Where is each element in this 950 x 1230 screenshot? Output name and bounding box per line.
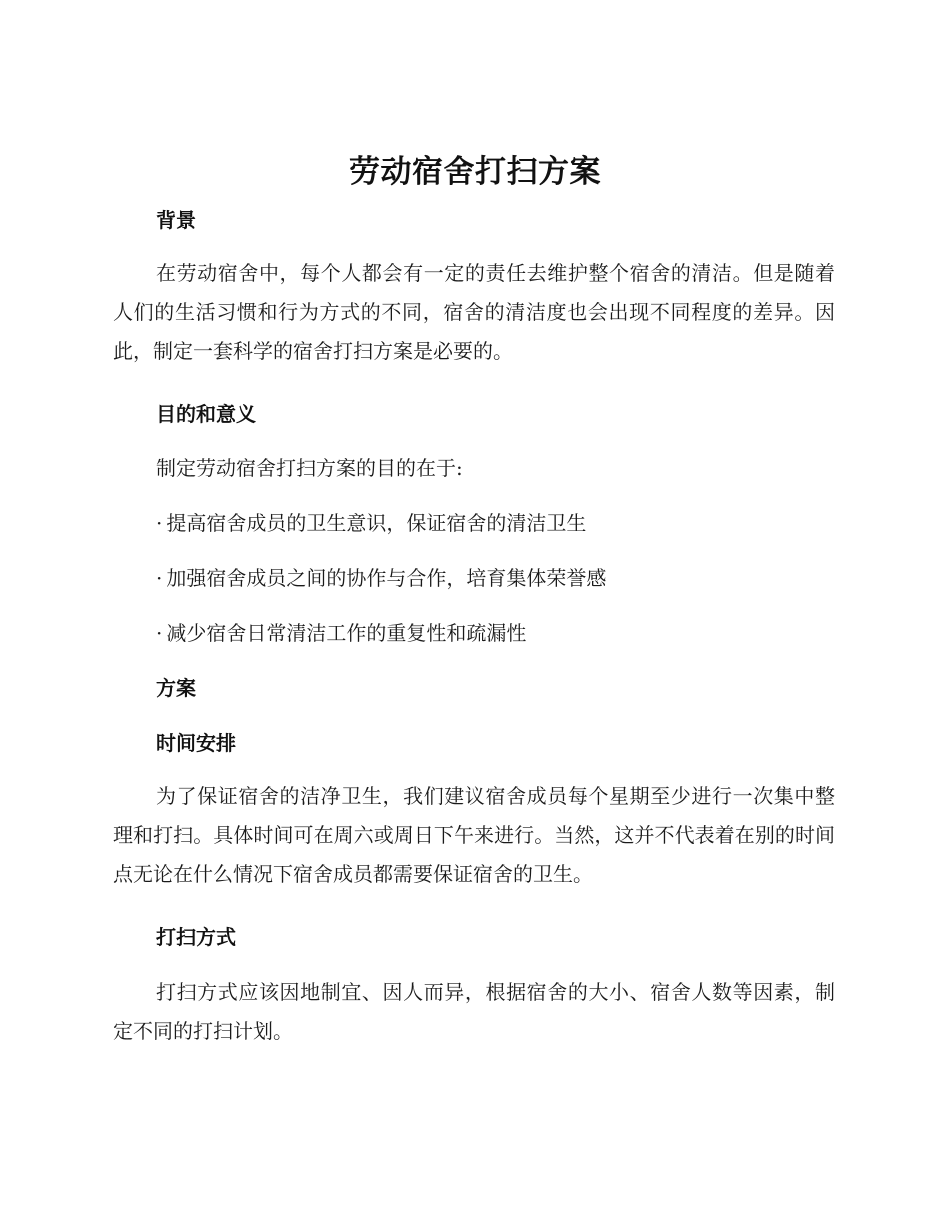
document-title: 劳动宿舍打扫方案	[349, 154, 601, 190]
bullet-marker: ·	[156, 621, 163, 645]
list-item	[156, 563, 606, 593]
heading-background: 背景	[156, 208, 196, 232]
paragraph-background: 在劳动宿舍中，每个人都会有一定的责任去维护整个宿舍的清洁。但是随着人们的生活习惯和行为方式的不同，宿舍的清洁度也会出现不同程度的差异。因此，制定一套科学的宿舍打扫方案是必要的。	[113, 261, 835, 363]
list-item-text: 减少宿舍日常清洁工作的重复性和疏漏性	[166, 621, 527, 645]
list-item-text: 加强宿舍成员之间的协作与合作，培育集体荣誉感	[166, 566, 607, 590]
heading-purpose: 目的和意义	[156, 402, 256, 426]
list-item	[156, 618, 526, 648]
paragraph-method: 打扫方式应该因地制宜、因人而异，根据宿舍的大小、宿舍人数等因素，制定不同的打扫计划。	[113, 980, 835, 1043]
bullet-marker: ·	[156, 511, 163, 535]
heading-schedule: 时间安排	[156, 731, 236, 755]
purpose-intro: 制定劳动宿舍打扫方案的目的在于:	[156, 456, 463, 480]
paragraph-schedule: 为了保证宿舍的洁净卫生，我们建议宿舍成员每个星期至少进行一次集中整理和打扫。具体时间可在周六或周日下午来进行。当然，这并不代表着在别的时间点无论在什么情况下宿舍成员都需要保证宿舍的卫生。	[113, 784, 835, 886]
heading-plan: 方案	[156, 676, 196, 700]
heading-method: 打扫方式	[156, 925, 236, 949]
bullet-marker: ·	[156, 566, 163, 590]
list-item-text: 提高宿舍成员的卫生意识，保证宿舍的清洁卫生	[166, 511, 587, 535]
list-item	[156, 508, 586, 538]
